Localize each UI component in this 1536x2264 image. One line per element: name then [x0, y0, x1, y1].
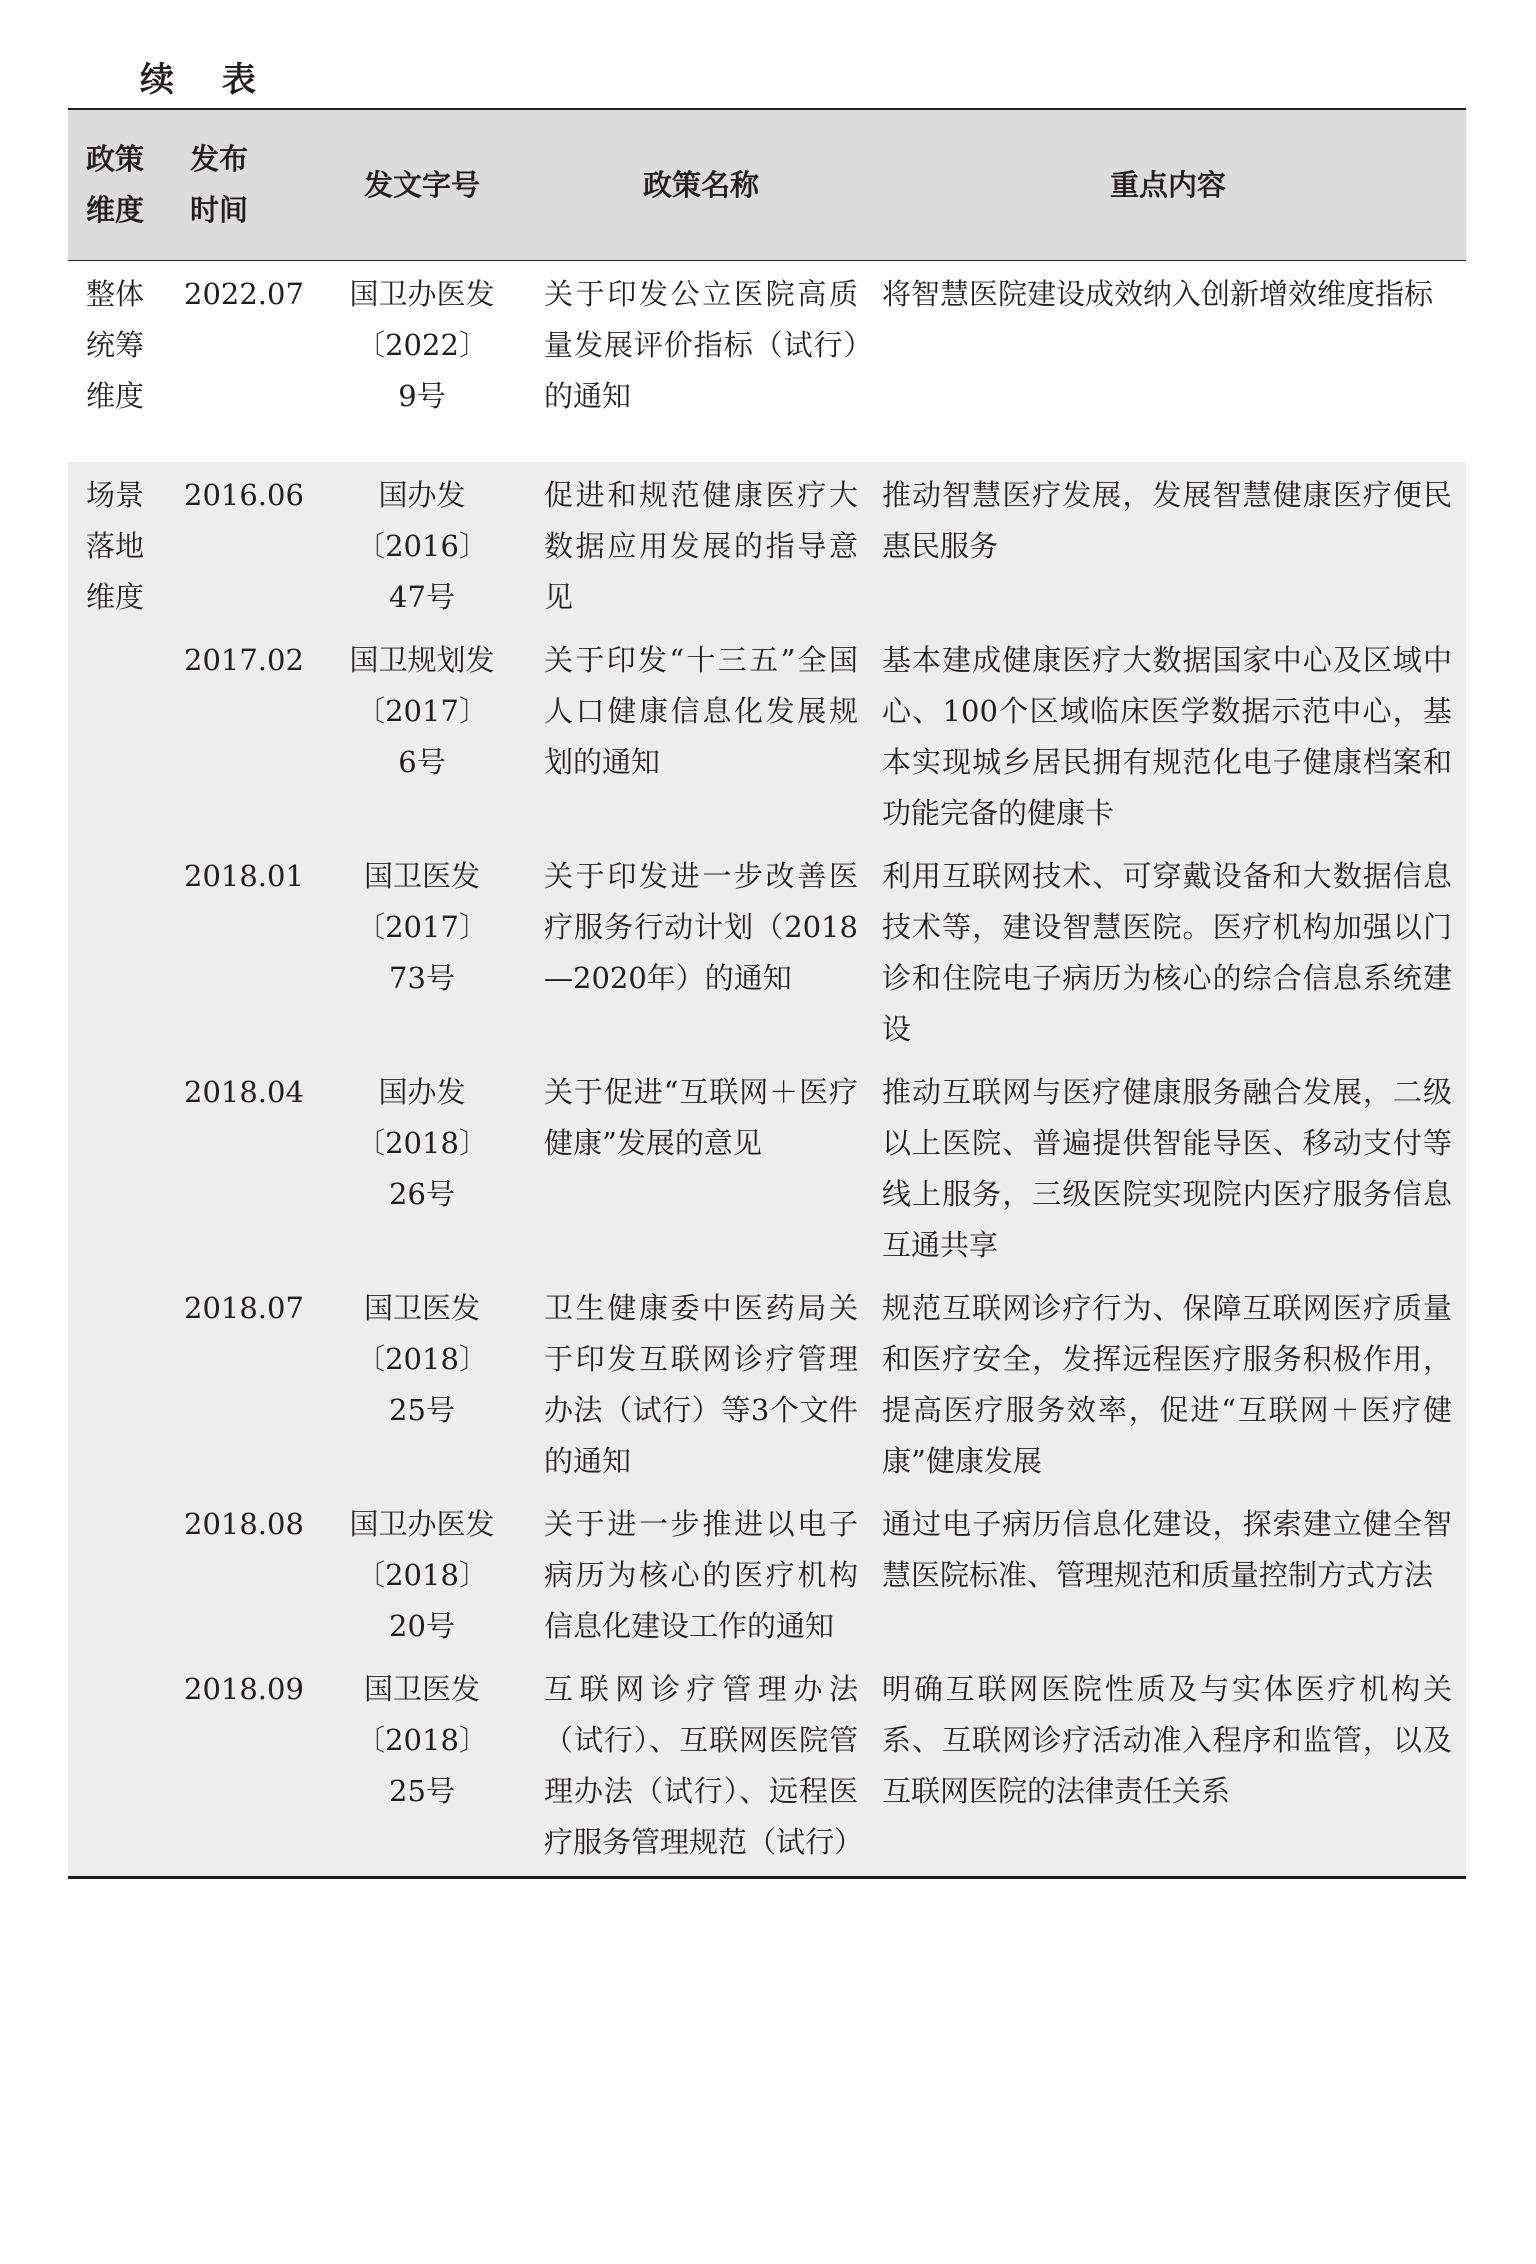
content-cell: 基本建成健康医疗大数据国家中心及区域中心、100个区域临床医学数据示范中心，基本实现城乡居民拥有规范化电子健康档案和功能完备的健康卡 — [882, 643, 1452, 830]
dimension-line: 整体 — [86, 277, 145, 311]
code-line: 国办发 — [378, 1075, 466, 1109]
name-cell: 关于促进“互联网＋医疗健康”发展的意见 — [544, 1075, 858, 1160]
code-line: 国卫医发 — [363, 1291, 480, 1325]
header-dimension-line: 维度 — [86, 193, 145, 227]
code-line: 国卫医发 — [363, 859, 480, 893]
table-header — [68, 109, 1466, 261]
header-date-line: 时间 — [190, 193, 249, 227]
content-cell: 利用互联网技术、可穿戴设备和大数据信息技术等，建设智慧医院。医疗机构加强以门诊和住院电子病历为核心的综合信息系统建设 — [882, 859, 1452, 1046]
table-row — [68, 462, 1466, 629]
date-cell: 2018.04 — [184, 1075, 304, 1109]
code-cell — [312, 462, 532, 629]
date-cell: 2018.07 — [184, 1291, 304, 1325]
code-cell — [312, 1658, 532, 1876]
code-line: 〔2018〕 — [356, 1126, 488, 1160]
name-cell: 关于印发公立医院高质量发展评价指标（试行）的通知 — [544, 277, 858, 413]
dimension-line: 落地 — [86, 529, 145, 563]
dimension-line: 维度 — [86, 379, 145, 413]
policy-table — [68, 108, 1466, 1876]
code-line: 〔2018〕 — [356, 1342, 488, 1376]
header-date-line: 发布 — [190, 142, 249, 176]
content-cell: 明确互联网医院性质及与实体医疗机构关系、互联网诊疗活动准入程序和监管，以及互联网医院的法律责任关系 — [882, 1672, 1452, 1808]
dimension-cell — [68, 462, 172, 1876]
content-cell: 推动智慧医疗发展，发展智慧健康医疗便民惠民服务 — [882, 478, 1452, 563]
code-cell — [312, 845, 532, 1061]
content-cell: 规范互联网诊疗行为、保障互联网医疗质量和医疗安全，发挥远程医疗服务积极作用，提高医疗服务效率，促进“互联网＋医疗健康”健康发展 — [882, 1291, 1452, 1478]
date-cell: 2018.01 — [184, 859, 304, 893]
name-cell: 关于印发进一步改善医疗服务行动计划（2018—2020年）的通知 — [544, 859, 858, 995]
code-cell — [312, 1061, 532, 1277]
code-line: 〔2017〕 — [356, 694, 488, 728]
code-line: 国卫规划发 — [349, 643, 495, 677]
code-line: 6号 — [398, 745, 446, 779]
code-line: 国卫办医发 — [349, 1507, 495, 1541]
date-cell: 2017.02 — [184, 643, 304, 677]
group-overall — [68, 261, 1466, 463]
header-code: 发文字号 — [363, 167, 480, 202]
code-line: 73号 — [389, 961, 455, 995]
code-line: 〔2016〕 — [356, 529, 488, 563]
table-row — [68, 1658, 1466, 1876]
table-row — [68, 1061, 1466, 1277]
code-line: 25号 — [389, 1393, 455, 1427]
date-cell: 2022.07 — [184, 277, 304, 311]
table-row — [68, 845, 1466, 1061]
date-cell: 2018.08 — [184, 1507, 304, 1541]
content-cell: 推动互联网与医疗健康服务融合发展，二级以上医院、普遍提供智能导医、移动支付等线上服务，三级医院实现院内医疗服务信息互通共享 — [882, 1075, 1452, 1262]
code-line: 〔2022〕 — [356, 328, 488, 362]
code-line: 国卫医发 — [363, 1672, 480, 1706]
code-cell — [312, 261, 532, 463]
name-cell: 关于印发“十三五”全国人口健康信息化发展规划的通知 — [544, 643, 858, 779]
code-cell — [312, 629, 532, 845]
header-name: 政策名称 — [642, 167, 759, 202]
table-row — [68, 629, 1466, 845]
name-cell: 互联网诊疗管理办法（试行）、互联网医院管理办法（试行）、远程医疗服务管理规范（试行） — [544, 1672, 864, 1859]
code-cell — [312, 1493, 532, 1658]
code-line: 47号 — [389, 580, 455, 614]
name-cell: 关于进一步推进以电子病历为核心的医疗机构信息化建设工作的通知 — [544, 1507, 858, 1643]
content-cell: 通过电子病历信息化建设，探索建立健全智慧医院标准、管理规范和质量控制方式方法 — [882, 1507, 1452, 1592]
dimension-line: 统筹 — [86, 328, 145, 362]
table-row — [68, 1277, 1466, 1493]
code-line: 国卫办医发 — [349, 277, 495, 311]
header-dimension-line: 政策 — [86, 142, 145, 176]
code-line: 9号 — [398, 379, 446, 413]
code-line: 〔2018〕 — [356, 1558, 488, 1592]
header-content: 重点内容 — [1109, 167, 1226, 202]
header-row — [68, 109, 1466, 261]
header-dimension — [68, 109, 172, 261]
dimension-line: 场景 — [86, 478, 145, 512]
code-line: 25号 — [389, 1774, 455, 1808]
header-date — [172, 109, 312, 261]
table-row — [68, 1493, 1466, 1658]
code-line: 〔2018〕 — [356, 1723, 488, 1757]
date-cell: 2018.09 — [184, 1672, 304, 1706]
table-row — [68, 261, 1466, 463]
dimension-cell — [68, 261, 172, 463]
code-line: 国办发 — [378, 478, 466, 512]
name-cell: 促进和规范健康医疗大数据应用发展的指导意见 — [544, 478, 858, 614]
date-cell: 2016.06 — [184, 478, 304, 512]
table-bottom-rule — [68, 1876, 1466, 1879]
table-caption: 续 表 — [140, 60, 274, 100]
code-line: 〔2017〕 — [356, 910, 488, 944]
dimension-line: 维度 — [86, 580, 145, 614]
code-cell — [312, 1277, 532, 1493]
code-line: 26号 — [389, 1177, 455, 1211]
name-cell: 卫生健康委中医药局关于印发互联网诊疗管理办法（试行）等3个文件的通知 — [544, 1291, 858, 1478]
code-line: 20号 — [389, 1609, 455, 1643]
group-scenario — [68, 462, 1466, 1876]
content-cell: 将智慧医院建设成效纳入创新增效维度指标 — [882, 277, 1434, 311]
